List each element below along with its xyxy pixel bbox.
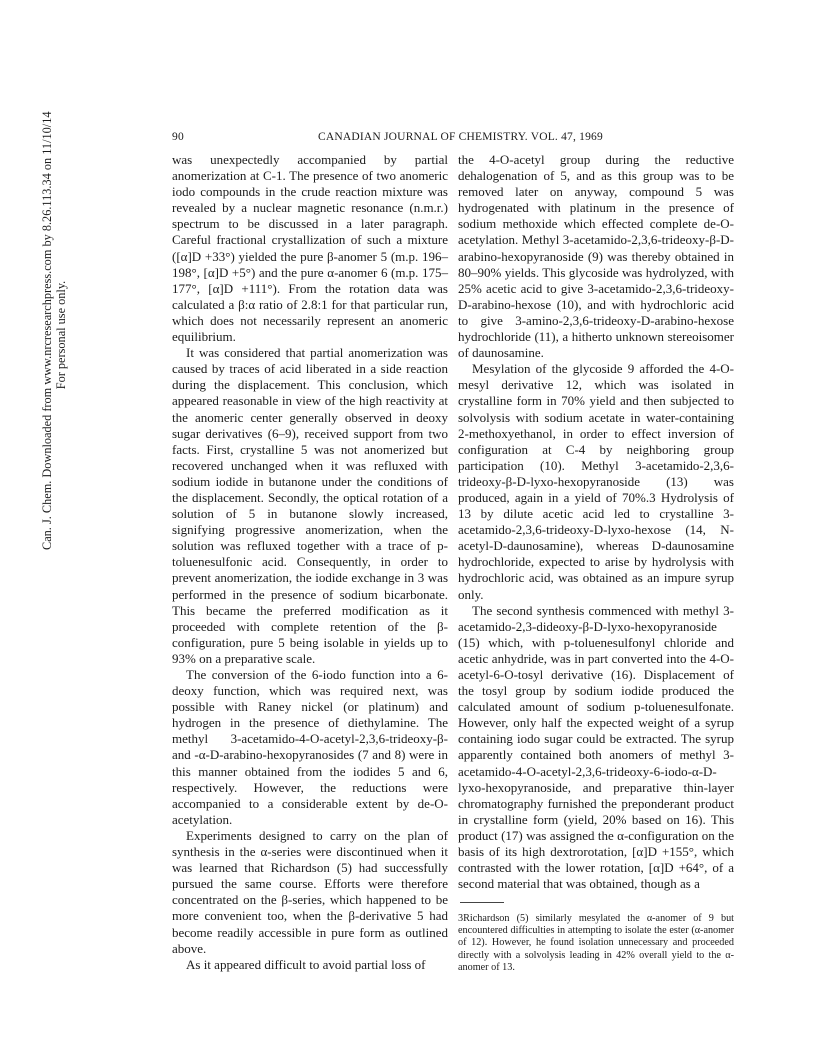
paragraph: The second synthesis commenced with methyl 3-acetamido-2,3-dideoxy-β-D-lyxo-hexopyranoside (15) which, with p-toluenesulfonyl chloride and acetic anhydride, was in part converted into the 4-O-acetyl-6-O-tosyl derivative (16). Displacement of the tosyl group by sodium iodide produced the calculated amount of sodium p-toluenesulfonate. However, only half the expected weight of a syrup containing iodo sugar could be extracted. The syrup apparently contained both anomers of methyl 3-acetamido-4-O-acetyl-2,3,6-trideoxy-6-iodo-α-D-lyxo-hexopyranoside, and preparative thin-layer chromatography furnished the preponderant product in crystalline form (yield, 20% based on 16). This product (17) was assigned the α-configuration on the basis of its high dextrorotation, [α]D +155°, which contrasted with the lower rotation, [α]D +64°, of a second material that was obtained, though as a <box>458 602 734 892</box>
download-watermark <box>0 0 68 1056</box>
watermark-line-2: For personal use only. <box>54 280 68 390</box>
page-number: 90 <box>172 131 184 143</box>
footnote-divider <box>460 902 504 903</box>
paragraph: the 4-O-acetyl group during the reductive dehalogenation of 5, and as this group was to be removed later on anyway, compound 5 was hydrogenated with platinum in the presence of sodium methoxide which effected complete de-O-acetylation. Methyl 3-acetamido-2,3,6-trideoxy-β-D-arabino-hexopyranoside (9) was thereby obtained in 80–90% yields. This glycoside was hydrolyzed, with 25% acetic acid to give 3-acetamido-2,3,6-trideoxy-D-arabino-hexose (10), and with hydrochloric acid to give 3-amino-2,3,6-trideoxy-D-arabino-hexose hydrochloride (11), a hitherto unknown stereoisomer of daunosamine. <box>458 152 734 361</box>
paragraph: As it appeared difficult to avoid partial loss of <box>186 956 426 972</box>
paragraph: Experiments designed to carry on the plan of synthesis in the α-series were discontinued when it was learned that Richardson (5) had successfully pursued the same course. Efforts were therefore concentrated on the β-series, which happened to be more convenient too, when the β-derivative 5 had become readily accessible in pure form as outlined above. <box>172 827 448 956</box>
paragraph: Mesylation of the glycoside 9 afforded the 4-O-mesyl derivative 12, which was isolated in crystalline form in 70% yield and then subjected to solvolysis with sodium acetate in water-containing 2-methoxyethanol, in order to effect inversion of configuration at C-4 by neighboring group participation (10). Methyl 3-acetamido-2,3,6-trideoxy-β-D-lyxo-hexopyranoside (13) was produced, again in a yield of 70%.3 Hydrolysis of 13 by dilute acetic acid led to crystalline 3-acetamido-2,3,6-trideoxy-D-lyxo-hexose (14, N-acetyl-D-daunosamine), whereas D-daunosamine hydrochloride, expected to arise by hydrolysis with hydrochloric acid, was obtained as an impure syrup only. <box>458 361 734 602</box>
footnote: 3Richardson (5) similarly mesylated the α-anomer of 9 but encountered difficulties in attempting to isolate the ester (α-anomer of 12). However, he found isolation unnecessary and proceeded directly with a solvolysis leading in 42% overall yield to the α-anomer of 13. <box>458 913 734 973</box>
paragraph: It was considered that partial anomerization was caused by traces of acid liberated in a side reaction during the displacement. This conclusion, which appeared reasonable in view of the high reactivity at the anomeric center generally observed in deoxy sugar derivatives (6–9), received support from two facts. First, crystalline 5 was not anomerized but recovered unchanged when it was refluxed with sodium iodide in butanone under the conditions of the displacement. Secondly, the optical rotation of a solution of 5 in butanone slowly increased, signifying progressive anomerization, when the solution was refluxed together with a trace of p-toluenesulfonic acid. Consequently, in order to prevent anomerization, the iodide exchange in 3 was performed in the presence of sodium bicarbonate. This became the preferred modification as it proceeded with complete retention of the β-configuration, pure 5 being isolable in yields up to 93% on a preparative scale. <box>172 345 448 666</box>
right-column <box>458 152 734 892</box>
left-column <box>172 152 448 973</box>
journal-title: CANADIAN JOURNAL OF CHEMISTRY. VOL. 47, 1969 <box>318 131 603 143</box>
paragraph: The conversion of the 6-iodo function into a 6-deoxy function, which was required next, was possible with Raney nickel (or platinum) and hydrogen in the presence of diethylamine. The methyl 3-acetamido-4-O-acetyl-2,3,6-trideoxy-β- and -α-D-arabino-hexopyranosides (7 and 8) were in this manner obtained from the iodides 5 and 6, respectively. However, the reductions were accompanied to a considerable extent by de-O-acetylation. <box>172 667 448 827</box>
watermark-line-1: Can. J. Chem. Downloaded from www.nrcresearchpress.com by 8.26.113.34 on 11/10/14 <box>40 111 54 550</box>
paragraph: was unexpectedly accompanied by partial anomerization at C-1. The presence of two anomeric iodo compounds in the crude reaction mixture was revealed by a nuclear magnetic resonance (n.m.r.) spectrum to be discussed in a later paragraph. Careful fractional crystallization of such a mixture ([α]D +33°) yielded the pure β-anomer 5 (m.p. 196–198°, [α]D +5°) and the pure α-anomer 6 (m.p. 175–177°, [α]D +111°). From the rotation data was calculated a β:α ratio of 2.8:1 for that particular run, which does not necessarily represent an anomeric equilibrium. <box>172 152 448 345</box>
